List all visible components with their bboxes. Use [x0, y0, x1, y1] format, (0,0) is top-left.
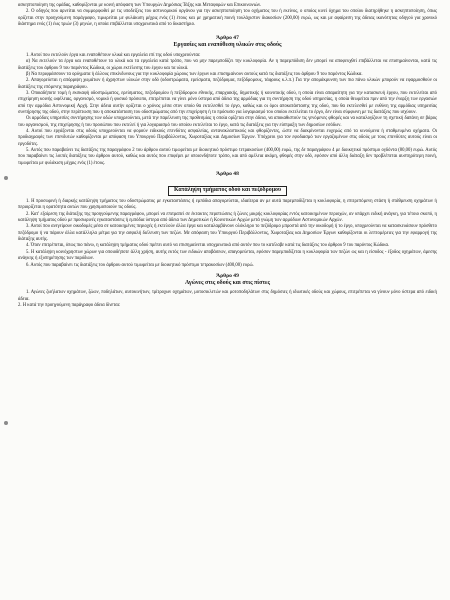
article-47-paragraph: 2. Απαγορεύεται η απόρριψη χωμάτων ή άχρηστων υλικών στην οδό (οδοστρώματα, ερείσματα, πεζόδρομια, πεζόδρομους, τάφρους κ.λ.π.) Για την απομάκρυνση των πιο πάνω υλικών μπορούν να εφαρμοσθούν οι διατάξεις της επόμενης παραγράφου. — [18, 78, 437, 90]
article-49-paragraph: 1. Αγώνες ζωήλατων οχημάτων, ζώων, ποδηλάτων, αυτοκινήτων, τρίτροχων οχημάτων, μοτοσικλετών και μοτοποδηλάτων στις δημόσιες ή ιδιωτικές οδούς και χώρους, επιτρέπεται να γίνουν μόνο ύστερα από ειδική άδεια. — [18, 290, 437, 302]
article-49-subtitle: Αγώνες στις οδούς και στις πίστες — [184, 279, 271, 286]
binder-hole — [4, 176, 8, 180]
article-47-subtitle: Εργασίες και εναπόθεση υλικών στις οδούς — [173, 42, 282, 49]
intro-paragraph: ασκηπτοποίηση της ομάδας, καθορίζονται με κοινή απόφαση των Υπουργών Δημόσιας Τάξης και Μεταφορών και Επικοινωνιών. — [18, 3, 262, 8]
article-48-title: Άρθρο 48 — [216, 171, 239, 178]
article-49-paragraph: 2. Η κατά την προηγούμενη παράγραφο άδεια δίνεται: — [18, 303, 121, 309]
article-47-paragraph: 3. Οποιαδήποτε τομή ή εκσκαφή οδοστρώματος, ερείσματος, πεζοδρομίου ή πεζόδρομου εθνικής, επαρχιακής, δημοτικής ή κοινοτικής οδού, η οποία είναι απαραίτητη για την κατασκευή έργου, που εκτελείται από επιχείρηση κοινής ωφέλειας, οργανισμό, νομικό ή φυσικό πρόσωπο, επιτρέπεται να γίνει μόνο ύστερα από άδεια της αρμόδιας για τη συντήρηση της οδού υπηρεσίας, η οποία θεωρείται πριν από την έναρξη των εργασιών από την αρμόδια Αστυνομική Αρχή. Στην άδεια αυτήν ορίζεται ο χρόνος μέσα στον οποίο θα εκτελεσθεί το έργο, καθώς και οι όροι αποκατάστασης της οδού, που θα εκτελεσθεί με ευθύνη της αρμόδιας υπηρεσίας συντήρησης της οδού, στην περίπτωση που η αποκατάσταση του οδοστρώματος από την επιχείρηση ή το πρόσωπο για λογαριασμό του οποίου εκτελείται το έργο, δεν είναι σύμφωνη με τις διατάξεις που ισχύουν. — [18, 90, 437, 115]
article-47-paragraph: 4. Αυτοί που εργάζονται στις οδούς υποχρεούνται να φορούν ειδικούς επενδύτες ασφαλείας, αντανακλαστικούς και φθορίζοντες, ώστε να διακρίνονται ευχερώς από τα κινούμενα ή σταθμευμένα οχήματα. Οι προδιαγραφές των επενδυτών καθορίζονται με απόφαση του Υπουργού Περιβάλλοντος, Χωροταξίας και Δημοσίων Έργων. Υπόχρεοι για τον εφοδιασμό των εργαζομένων στις οδούς με τους επενδύτες αυτούς είναι οι εργοδότες. — [18, 129, 437, 147]
intro-section — [18, 3, 437, 28]
article-48-paragraph: 1. Η προσωρινή ή διαρκής κατάληψη τμήματος του οδοστρώματος με εγκαταστάσεις ή εμπόδια απαγορεύεται, ιδιαίτερα αν με αυτά παρεμποδίζεται η κυκλοφορία, η επιτρεπόμενη στάση ή στάθμευση οχημάτων ή περιορίζεται η ορατότητα αυτών που χρησιμοποιούν τις οδούς. — [18, 199, 437, 211]
article-47-paragraph: β) Να περιφράσσουν τα ορύγματα ή άλλους επικίνδυνους για την κυκλοφορία χώρους των έργων και επισημαίνουν αυτούς κατά τις διατάξεις του άρθρου 9 του παρόντος Κώδικα. — [26, 71, 363, 77]
article-47-paragraph: 5. Αυτός που παραβαίνει τις διατάξεις της παραγράφου 2 του άρθρου αυτού τιμωρείται με διοικητικό πρόστιμο τετρακοσίων (400,00) ευρώ, της δε παραγράφου 4 με διοικητικό πρόστιμο ογδόντα (80,00) ευρώ. Αυτός που παραβαίνει τις λοιπές διατάξεις του άρθρου αυτού, καθώς και αυτός που επιφέρει με οποιονδήποτε τρόπο, και από αμέλεια ακόμη, φθορές στην οδό, εφόσον από άλλη διάταξη δεν προβλέπεται αυστηρότερη ποινή, τιμωρείται με φυλάκιση μέχρις ενός (1) έτους. — [18, 148, 437, 166]
article-49-title: Άρθρο 49 — [216, 272, 239, 279]
article-48-paragraph: 3. Αυτοί που ανεγείρουν οικοδομές μέσα σε κατοικημένες περιοχές ή εκτελούν άλλα έργα και καταλαμβάνουν ολόκληρο το πεζόδρομο μπροστά από την οικοδομή ή το έργο, υποχρεούνται να κατασκευάσουν πρόσθετο πεζόδρομο ή να πάρουν άλλα κατάλληλα μέτρα για την ασφαλή διέλευση των πεζών. Με απόφαση του Υπουργού Περιβάλλοντος, Χωροταξίας και Δημοσίων Έργων καθορίζονται οι λεπτομέρειες για την εφαρμογή της διάταξης αυτής. — [18, 224, 437, 243]
article-47-paragraph: α) Να εκτελούν τα έργα και εναποθέτουν τα υλικά και τα εργαλεία κατά τρόπο, που να μην παρεμποδίζει την κυκλοφορία. Αν η παρεμπόδιση δεν μπορεί να αποφευχθεί επιβάλλεται να επισημαίνονται, κατά τις διατάξεις του άρθρου 9 του παρόντος Κώδικα, οι χώροι εκτέλεσης του έργου και τα υλικά. — [18, 59, 437, 71]
intro-paragraph: 2. Ο οδηγός που αρνείται να συμμορφωθεί με τις υποδείξεις του αστυνομικού οργάνου για την ασκηπτοποίηση του οχήματος του ή εκείνος, ο οποίος κινεί όχημα του οποίου διατηρήθηκε η ασκηπτοποίηση, όπως ορίζεται στην προηγούμενη παράγραφο, τιμωρείται με φυλάκιση μέχρις ενός (1) έτους και με χρηματική ποινή τουλάχιστον διακοσίων (200,00) ευρώ, ως και με αφαίρεση της άδειας ικανότητας οδηγού για χρονικό διάστημα ενός (1) έως τριών (3) μηνών, η οποία επιβάλλεται υποχρεωτικά από το δικαστήριο. — [18, 9, 437, 28]
article-48-paragraph: 6. Αυτός που παραβαίνει τις διατάξεις του άρθρου αυτού τιμωρείται με διοικητικό πρόστιμο τετρακοσίων (400,00) ευρώ. — [26, 262, 254, 268]
article-47-paragraph: 1. Αυτοί που εκτελούν έργα και εναποθέτουν υλικά και εργαλεία επί της οδού υποχρεούνται: — [26, 52, 201, 58]
article-49 — [18, 273, 437, 310]
article-48-paragraph: 2. Κατ' εξαίρεση της διάταξης της προηγούμενης παραγράφου, μπορεί να επιτραπεί σε έκτακτες περιπτώσεις ή ζώνες μικρής κυκλοφορίας εντός κατοικημένων περιοχών, αν υπάρχει ειδική ανάγκη, για τέτοιο σκοπό, η κατάληψη τμήματος οδού με προσωρινές εγκαταστάσεις ή εμπόδια ύστερα από άδεια των Δημοτικών ή Κοινοτικών Αρχών μετά γνώμη των αρμόδιων Αστυνομικών Αρχών. — [18, 211, 437, 224]
article-48-paragraph: 5. Η κατάληψη κοινόχρηστων χώρων για οποιοδήποτε άλλη χρήση, αυτής εκτός των ειδικών αποβάσεων, απαγορεύεται, εφόσον παρεμποδίζεται η κυκλοφορία των πεζών ως και η είσοδος - έξοδος οχημάτων, άμεσης ανάγκης ή εξυπηρέτησης των παρόδιων. — [18, 249, 437, 262]
article-48 — [18, 171, 437, 269]
article-48-subtitle: Κατάληψη τμήματος οδού και πεζόδρομου — [168, 186, 287, 196]
article-48-paragraph: 4. Όταν επιτρέπεται, όπως πιο πάνω, η κατάληψη τμήματος οδού πρέπει αυτό να επισημαίνεται υποχρεωτικά από αυτόν που το κατέλαβε κατά τις διατάξεις του άρθρου 9 του παρόντος Κώδικα. — [26, 243, 390, 249]
binder-hole — [4, 421, 8, 425]
article-47-title: Άρθρο 47 — [216, 35, 239, 42]
article-47-paragraph: Οι αρμόδιες υπηρεσίες συντήρησης των οδών υποχρεούνται, μετά την παρέλευση της προθεσμίας η οποία ορίζεται στην άδεια, να αποκαθιστούν τις γενόμενες φθορές και να καταλογίζουν τη σχετική δαπάνη σε βάρος του οργανισμού, της επιχείρησης ή του προσώπου που εκτελεί ή για λογαριασμό του οποίου εκτελείται το έργο, κατά τις διατάξεις για την είσπραξη των δημοσίων εσόδων. — [18, 116, 437, 128]
article-47 — [18, 35, 437, 167]
